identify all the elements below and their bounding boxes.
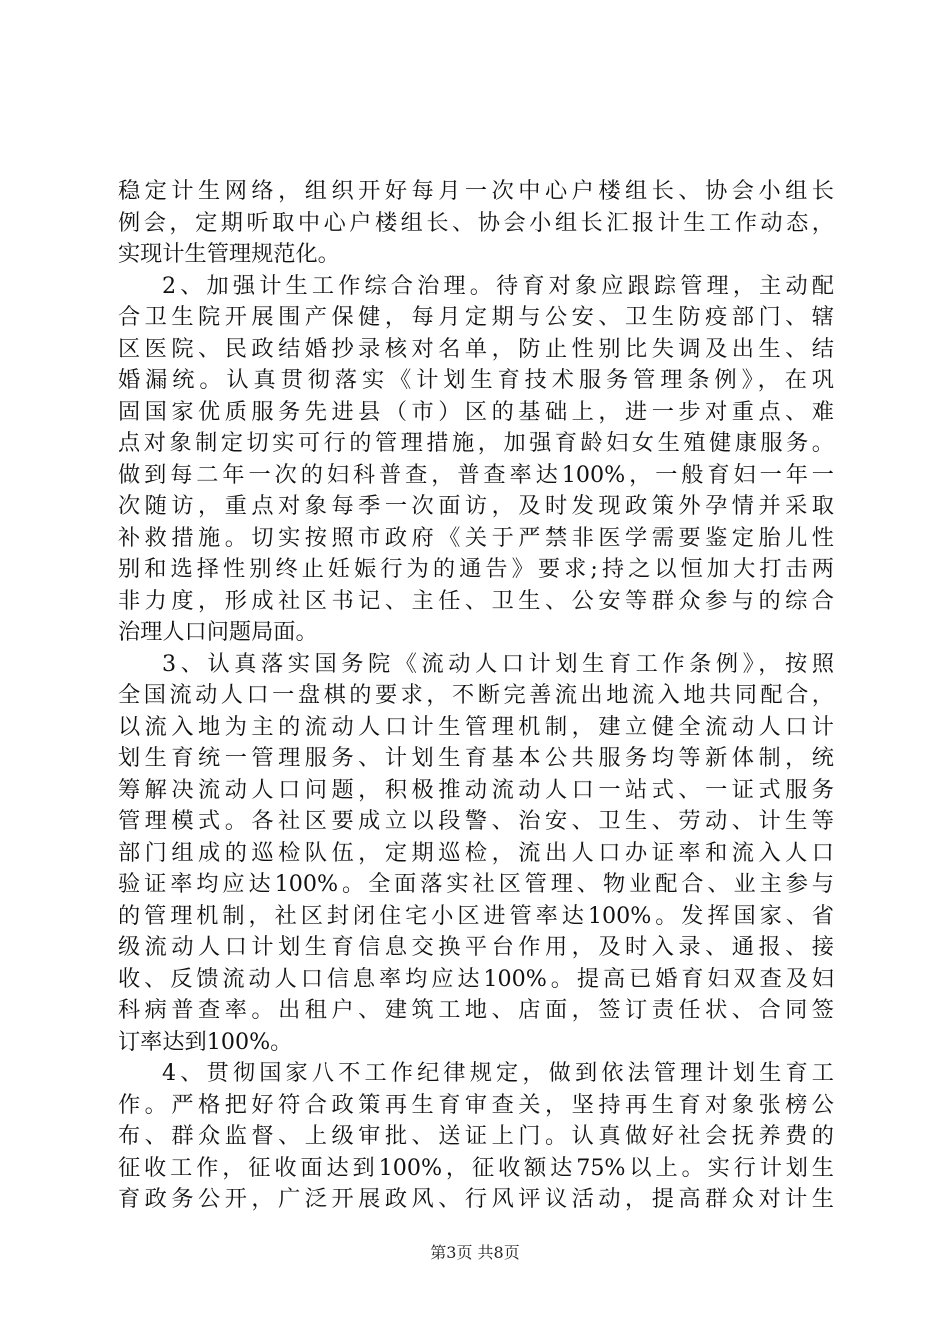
text-line: 管理模式。各社区要成立以段警、治安、卫生、劳动、计生等: [118, 808, 834, 834]
text-line: 例会，定期听取中心户楼组长、协会小组长汇报计生工作动态，: [118, 209, 834, 236]
text-line: 非力度，形成社区书记、主任、卫生、公安等群众参与的综合: [118, 587, 834, 614]
paragraph-start-line: 4、贯彻国家八不工作纪律规定，做到依法管理计划生育工: [162, 1060, 834, 1086]
text-line: 做到每二年一次的妇科普查，普查率达100%，一般育妇一年一: [118, 461, 834, 488]
text-line: 部门组成的巡检队伍，定期巡检，流出人口办证率和流入人口: [118, 839, 834, 866]
text-line: 合卫生院开展围产保健，每月定期与公安、卫生防疫部门、辖: [118, 304, 834, 330]
document-body: [118, 176, 834, 1216]
text-line: 布、群众监督、上级审批、送证上门。认真做好社会抚养费的: [118, 1123, 834, 1149]
paragraph-start-line: 2、加强计生工作综合治理。待育对象应跟踪管理，主动配: [162, 272, 834, 299]
text-line: 次随访，重点对象每季一次面访，及时发现政策外孕情并采取: [118, 493, 834, 519]
text-line: 科病普查率。出租户、建筑工地、店面，签订责任状、合同签: [118, 997, 834, 1023]
text-line: 婚漏统。认真贯彻落实《计划生育技术服务管理条例》，在巩: [118, 367, 834, 393]
text-line: 全国流动人口一盘棋的要求，不断完善流出地流入地共同配合，: [118, 682, 834, 708]
text-line: 订率达到100%。: [118, 1028, 293, 1055]
text-line: 固国家优质服务先进县（市）区的基础上，进一步对重点、难: [118, 398, 834, 425]
text-line: 实现计生管理规范化。: [118, 241, 340, 267]
paragraph-start-line: 3、认真落实国务院《流动人口计划生育工作条例》，按照: [162, 650, 834, 677]
text-line: 作。严格把好符合政策再生育审查关，坚持再生育对象张榜公: [118, 1091, 834, 1118]
text-line: 区医院、民政结婚抄录核对名单，防止性别比失调及出生、结: [118, 335, 834, 362]
text-line: 的管理机制，社区封闭住宅小区进管率达100%。发挥国家、省: [118, 902, 834, 929]
text-line: 点对象制定切实可行的管理措施，加强育龄妇女生殖健康服务。: [118, 430, 834, 456]
text-line: 补救措施。切实按照市政府《关于严禁非医学需要鉴定胎儿性: [118, 524, 834, 551]
text-line: 以流入地为主的流动人口计生管理机制，建立健全流动人口计: [118, 713, 834, 740]
text-line: 治理人口问题局面。: [118, 619, 318, 645]
page-number-footer: 第3页 共8页: [430, 1243, 520, 1262]
text-line: 育政务公开，广泛开展政风、行风评议活动，提高群众对计生: [118, 1186, 834, 1212]
text-line: 收、反馈流动人口信息率均应达100%。提高已婚育妇双查及妇: [118, 965, 834, 992]
text-line: 划生育统一管理服务、计划生育基本公共服务均等新体制，统: [118, 745, 834, 771]
text-line: 筹解决流动人口问题，积极推动流动人口一站式、一证式服务: [118, 776, 834, 803]
text-line: 征收工作，征收面达到100%，征收额达75%以上。实行计划生: [118, 1154, 834, 1181]
text-line: 稳定计生网络，组织开好每月一次中心户楼组长、协会小组长: [118, 178, 834, 204]
text-line: 验证率均应达100%。全面落实社区管理、物业配合、业主参与: [118, 871, 834, 897]
text-line: 别和选择性别终止妊娠行为的通告》要求;持之以恒加大打击两: [118, 556, 834, 582]
text-line: 级流动人口计划生育信息交换平台作用，及时入录、通报、接: [118, 934, 834, 960]
